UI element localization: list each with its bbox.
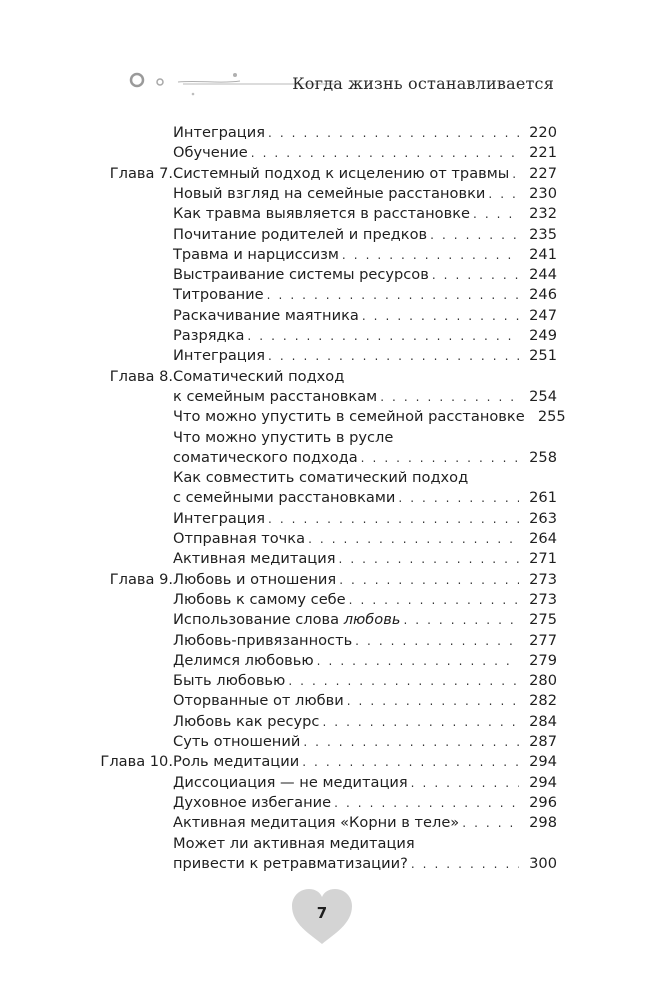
toc-entry	[173, 773, 557, 793]
toc-row	[0, 245, 665, 265]
dot-leader	[342, 245, 519, 265]
toc-entry-title: Роль медитации	[173, 753, 300, 771]
toc-page-number: 232	[529, 205, 557, 223]
toc-row	[0, 691, 665, 711]
toc-entry	[173, 570, 557, 590]
toc-entry	[173, 184, 557, 204]
dot-leader	[432, 265, 519, 285]
running-header	[0, 60, 665, 100]
dot-leader	[355, 631, 519, 651]
dot-leader	[361, 448, 519, 468]
toc-row	[0, 488, 665, 508]
toc-row	[0, 285, 665, 305]
toc-entry	[173, 143, 557, 163]
toc-row	[0, 306, 665, 326]
toc-entry-title: Любовь к самому себе	[173, 590, 346, 608]
toc-entry	[173, 306, 557, 326]
dot-leader	[349, 590, 519, 610]
dot-leader	[247, 326, 519, 346]
toc-entry-title: Может ли активная медитация	[173, 834, 415, 852]
toc-row	[0, 773, 665, 793]
toc-page-number: 264	[529, 530, 557, 547]
toc-row	[0, 590, 665, 610]
toc-page-number: 241	[529, 245, 557, 263]
toc-entry	[173, 265, 557, 285]
toc-row	[0, 143, 665, 163]
toc-entry-title: соматического подхода	[173, 448, 358, 466]
toc-entry	[173, 204, 557, 224]
toc-entry-title: Травма и нарциссизм	[173, 245, 339, 263]
toc-entry	[173, 164, 557, 184]
toc-entry	[173, 854, 557, 874]
toc-row	[0, 752, 665, 772]
toc-page-number: 294	[529, 753, 557, 771]
toc-page-number: 247	[529, 306, 557, 324]
toc-row	[0, 428, 665, 448]
toc-page-number: 261	[529, 489, 557, 507]
toc-page-number: 235	[529, 225, 557, 243]
toc-page-number: 294	[529, 773, 557, 791]
toc-entry-title: Выстраивание системы ресурсов	[173, 266, 429, 284]
dot-leader	[347, 691, 519, 711]
toc-entry-title: Разрядка	[173, 327, 245, 344]
dot-leader	[322, 712, 519, 732]
toc-entry	[173, 509, 557, 529]
toc-entry	[173, 732, 557, 752]
toc-page-number: 277	[529, 631, 557, 649]
toc-page-number: 263	[529, 509, 557, 527]
toc-row	[0, 793, 665, 813]
toc-page-number: 271	[529, 550, 557, 568]
toc-entry	[173, 245, 557, 265]
toc-row	[0, 164, 665, 184]
dot-leader	[268, 123, 519, 143]
toc-page-number: 221	[529, 144, 557, 162]
dot-leader	[339, 549, 520, 569]
dot-leader	[462, 813, 519, 833]
toc-entry	[173, 691, 557, 711]
dot-leader	[398, 488, 519, 508]
toc-entry	[173, 387, 557, 407]
toc-entry-title: Системный подход к исцелению от травмы	[173, 164, 510, 182]
toc-row	[0, 854, 665, 874]
toc-page-number: 282	[529, 692, 557, 710]
toc-entry	[173, 488, 557, 508]
dot-leader	[251, 143, 519, 163]
toc-entry-title: Оторванные от любви	[173, 692, 344, 710]
toc-entry-title: Суть отношений	[173, 733, 301, 750]
toc-row	[0, 367, 665, 387]
toc-entry-title: привести к ретравматизации?	[173, 854, 408, 872]
toc-entry	[173, 407, 566, 427]
toc-entry-title: Использование слова любовь	[173, 611, 401, 629]
toc-entry-title: к семейным расстановкам	[173, 387, 378, 405]
toc-entry	[173, 448, 557, 468]
toc-row	[0, 326, 665, 346]
dot-leader	[403, 610, 519, 630]
toc-entry-title: Активная медитация	[173, 550, 336, 568]
toc-entry	[173, 367, 557, 387]
dot-leader	[411, 773, 519, 793]
toc-row	[0, 671, 665, 691]
toc-page-number: 279	[529, 651, 557, 669]
toc-entry-title: Любовь-привязанность	[173, 631, 353, 649]
toc-entry	[173, 428, 557, 448]
toc-entry-title: с семейными расстановками	[173, 489, 396, 507]
dot-leader	[268, 346, 519, 366]
toc-entry	[173, 468, 557, 488]
toc-page-number: 254	[529, 387, 557, 405]
toc-entry-title: Раскачивание маятника	[173, 306, 359, 324]
toc-entry-title: Диссоциация — не медитация	[173, 773, 408, 791]
toc-entry	[173, 549, 557, 569]
toc-entry	[173, 225, 557, 245]
toc-entry-title: Как травма выявляется в расстановке	[173, 205, 470, 223]
toc-row	[0, 346, 665, 366]
chapter-label: Глава 8.	[109, 367, 173, 385]
toc-row	[0, 651, 665, 671]
dot-leader	[317, 651, 519, 671]
page-number-badge	[290, 888, 354, 946]
toc-row	[0, 123, 665, 143]
toc-page-number: 296	[529, 793, 557, 811]
toc-page-number: 220	[529, 124, 557, 141]
dot-leader	[302, 752, 519, 772]
toc-entry	[173, 529, 557, 549]
toc-row	[0, 225, 665, 245]
toc-page-number: 244	[529, 266, 557, 284]
toc-entry-title: Что можно упустить в семейной расстановке	[173, 408, 525, 426]
toc-entry-title: Интеграция	[173, 124, 266, 141]
toc-entry-title: Как совместить соматический подход	[173, 469, 469, 487]
toc-entry-title: Быть любовью	[173, 672, 286, 690]
toc-page-number: 280	[529, 672, 557, 690]
toc-page-number: 275	[529, 611, 557, 629]
toc-entry	[173, 631, 557, 651]
chapter-label: Глава 7.	[109, 164, 173, 182]
toc-row	[0, 631, 665, 651]
toc-page-number: 249	[529, 327, 557, 344]
toc-entry	[173, 793, 557, 813]
toc-entry	[173, 610, 557, 630]
toc-row	[0, 407, 665, 427]
toc-row	[0, 732, 665, 752]
toc-entry-title: Интеграция	[173, 347, 266, 365]
toc-entry	[173, 590, 557, 610]
toc-row	[0, 610, 665, 630]
toc-entry-title: Отправная точка	[173, 530, 306, 547]
toc-entry	[173, 651, 557, 671]
toc-page-number: 246	[529, 286, 557, 304]
toc-entry	[173, 346, 557, 366]
emphasized-word: любовь	[343, 611, 401, 629]
dot-leader	[339, 570, 519, 590]
toc-entry	[173, 712, 557, 732]
page-number: 7	[316, 904, 328, 922]
chapter-label: Глава 9.	[109, 570, 173, 588]
toc-entry-title: Соматический подход	[173, 367, 345, 385]
dot-leader	[512, 164, 519, 184]
toc-page-number: 287	[529, 733, 557, 750]
toc-page-number: 273	[529, 570, 557, 588]
toc-row	[0, 265, 665, 285]
toc-entry-title: Активная медитация «Корни в теле»	[173, 814, 460, 832]
dot-leader	[268, 509, 519, 529]
toc-row	[0, 570, 665, 590]
toc-row	[0, 834, 665, 854]
toc-row	[0, 448, 665, 468]
dot-leader	[288, 671, 519, 691]
dot-leader	[362, 306, 519, 326]
toc-row	[0, 387, 665, 407]
toc-page-number: 284	[529, 712, 557, 730]
dot-leader	[303, 732, 519, 752]
toc-entry-title: Обучение	[173, 144, 248, 162]
toc-page-number: 230	[529, 184, 557, 202]
toc-entry	[173, 671, 557, 691]
toc-entry	[173, 752, 557, 772]
toc-page-number: 258	[529, 448, 557, 466]
toc-page-number: 255	[537, 408, 566, 426]
toc-row	[0, 712, 665, 732]
toc-row	[0, 184, 665, 204]
toc-entry	[173, 834, 557, 854]
dot-leader	[334, 793, 519, 813]
dot-leader	[473, 204, 519, 224]
toc-entry-title: Новый взгляд на семейные расстановки	[173, 184, 486, 202]
dot-leader	[411, 854, 519, 874]
toc-page-number: 227	[529, 164, 557, 182]
dot-leader	[308, 529, 519, 549]
dot-leader	[380, 387, 519, 407]
toc-entry	[173, 123, 557, 143]
toc-row	[0, 509, 665, 529]
toc-page-number: 273	[529, 590, 557, 608]
toc-entry	[173, 813, 557, 833]
toc-entry-title: Что можно упустить в русле	[173, 428, 394, 446]
toc-entry	[173, 326, 557, 346]
toc-entry-title: Почитание родителей и предков	[173, 225, 428, 243]
dot-leader	[267, 285, 519, 305]
toc-entry-title: Духовное избегание	[173, 793, 332, 811]
toc-row	[0, 813, 665, 833]
toc-row	[0, 549, 665, 569]
toc-entry-title: Любовь и отношения	[173, 570, 337, 588]
toc-entry	[173, 285, 557, 305]
toc-entry-title: Делимся любовью	[173, 651, 314, 669]
toc-row	[0, 468, 665, 488]
dot-leader	[488, 184, 519, 204]
toc-entry-title: Интеграция	[173, 509, 266, 527]
toc-entry-title: Титрование	[173, 286, 264, 304]
toc-page-number: 298	[529, 814, 557, 832]
running-title: Когда жизнь останавливается	[292, 74, 554, 93]
toc-page-number: 300	[529, 854, 557, 872]
toc-page-number: 251	[529, 347, 557, 365]
toc-row	[0, 204, 665, 224]
toc-row	[0, 529, 665, 549]
toc-entry-title: Любовь как ресурс	[173, 712, 320, 730]
chapter-label: Глава 10.	[100, 753, 173, 771]
dot-leader	[430, 225, 519, 245]
